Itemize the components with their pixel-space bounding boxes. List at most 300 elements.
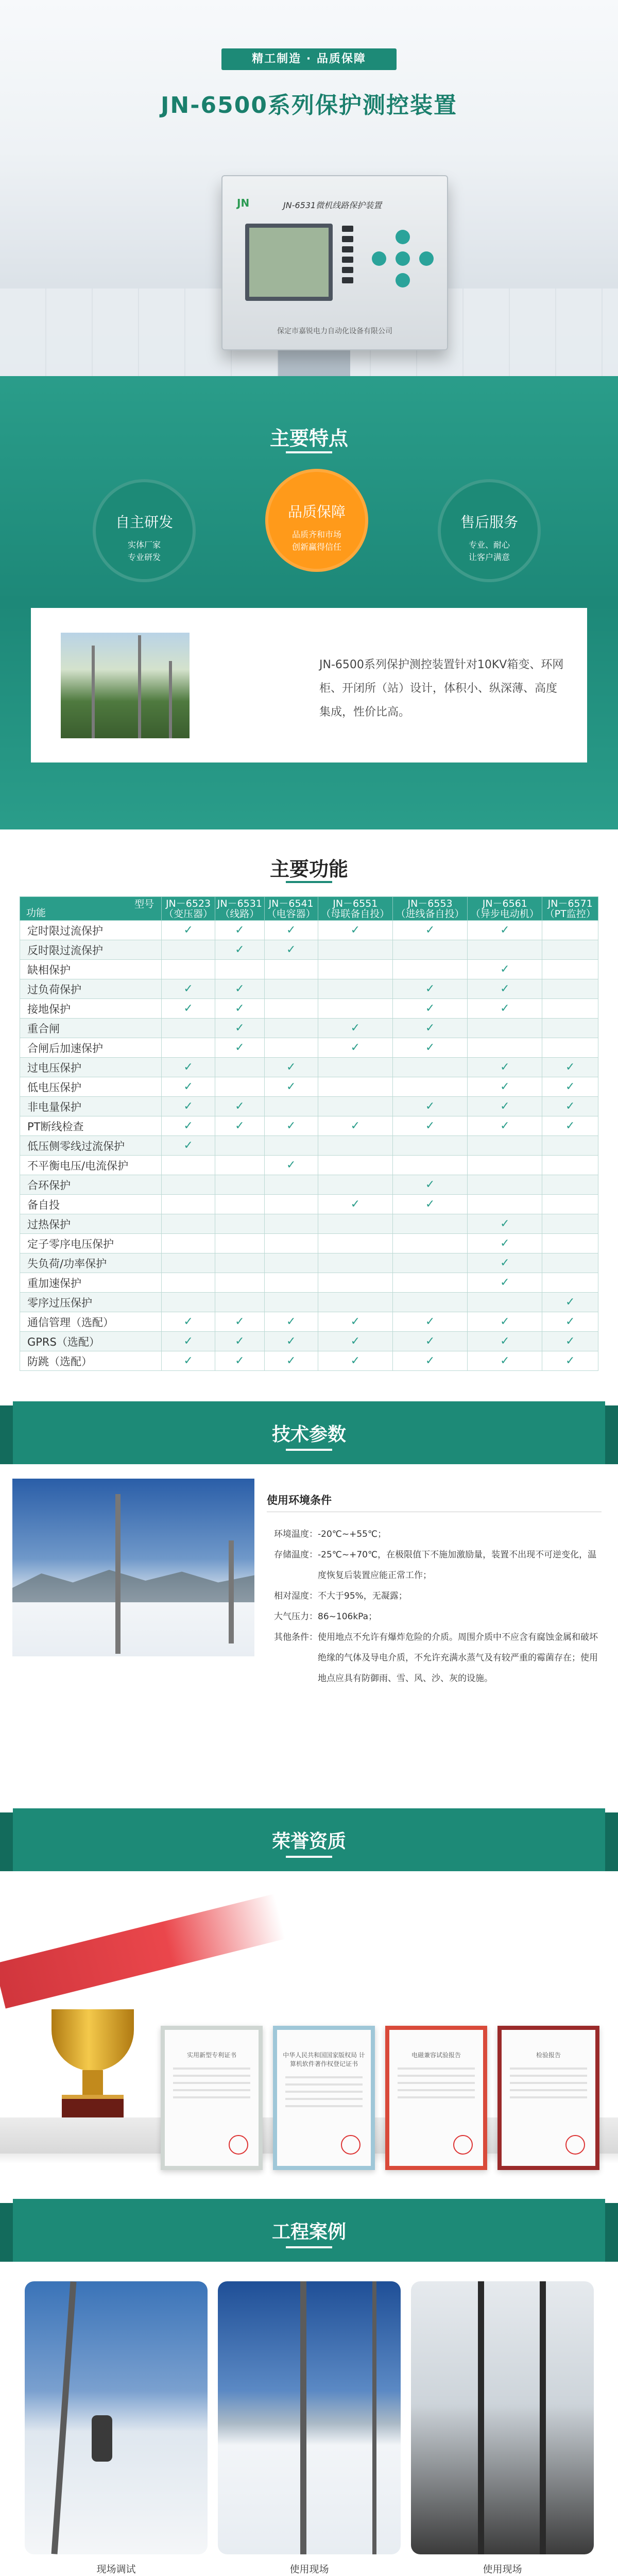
empty-cell <box>318 1253 392 1273</box>
banner-underline <box>286 1449 332 1451</box>
functions-title: 主要功能 <box>269 858 348 880</box>
check-icon: ✓ <box>468 1351 542 1371</box>
empty-cell <box>264 1019 318 1038</box>
trophy-icon <box>36 2009 149 2128</box>
table-row <box>20 1058 598 1077</box>
empty-cell <box>162 940 215 960</box>
check-icon: ✓ <box>318 1351 392 1371</box>
empty-cell <box>215 1214 265 1234</box>
table-corner-header <box>20 897 162 921</box>
function-name: 定子零序电压保护 <box>20 1234 162 1253</box>
empty-cell <box>215 1156 265 1175</box>
empty-cell <box>542 979 598 999</box>
param-row <box>274 1545 604 1586</box>
check-icon: ✓ <box>162 999 215 1019</box>
empty-cell <box>215 1058 265 1077</box>
check-icon: ✓ <box>468 1214 542 1234</box>
certificate-inspection-report <box>497 2026 599 2170</box>
check-icon: ✓ <box>162 921 215 940</box>
check-icon: ✓ <box>264 1351 318 1371</box>
check-icon: ✓ <box>264 921 318 940</box>
empty-cell <box>542 921 598 940</box>
functions-title-underline <box>286 881 332 883</box>
check-icon: ✓ <box>468 1332 542 1351</box>
function-name: 重加速保护 <box>20 1273 162 1293</box>
model-code: JN－6531 <box>217 897 262 909</box>
check-icon: ✓ <box>215 940 265 960</box>
function-name: 备自投 <box>20 1195 162 1214</box>
check-icon: ✓ <box>264 1116 318 1136</box>
model-code: JN－6571 <box>547 897 593 909</box>
check-icon: ✓ <box>392 1195 467 1214</box>
tech-params-subtitle: 使用环境条件 <box>267 1494 332 1506</box>
check-icon: ✓ <box>215 1312 265 1332</box>
feature-line-1: 实体厂家 <box>127 540 161 550</box>
function-name: 缺相保护 <box>20 960 162 979</box>
empty-cell <box>542 1253 598 1273</box>
function-name: 过电压保护 <box>20 1058 162 1077</box>
tech-photo-snow-pole <box>12 1479 254 1656</box>
check-icon: ✓ <box>468 1273 542 1293</box>
device-logo: JN <box>237 197 250 209</box>
function-name: 低压侧零线过流保护 <box>20 1136 162 1156</box>
device-keypad <box>372 230 434 292</box>
function-name: 防跳（选配） <box>20 1351 162 1371</box>
table-row <box>20 1351 598 1371</box>
check-icon: ✓ <box>468 1312 542 1332</box>
model-header-5 <box>468 897 542 921</box>
empty-cell <box>318 1273 392 1293</box>
seal-icon <box>341 2135 360 2155</box>
hero-section <box>0 0 618 376</box>
model-type: （变压器） <box>164 908 213 920</box>
honors-title: 荣誉资质 <box>271 1831 346 1852</box>
empty-cell <box>392 1273 467 1293</box>
check-icon: ✓ <box>542 1312 598 1332</box>
table-row <box>20 1293 598 1312</box>
check-icon: ✓ <box>392 1175 467 1195</box>
empty-cell <box>468 1136 542 1156</box>
check-icon: ✓ <box>215 1332 265 1351</box>
model-header-0 <box>162 897 215 921</box>
feature-line-1: 专业、耐心 <box>468 540 510 550</box>
empty-cell <box>264 1234 318 1253</box>
check-icon: ✓ <box>468 1253 542 1273</box>
model-type: （PT监控） <box>544 908 596 920</box>
cases-section <box>0 2199 618 2576</box>
empty-cell <box>162 1175 215 1195</box>
empty-cell <box>264 1253 318 1273</box>
param-label: 大气压力： <box>274 1612 318 1622</box>
functions-table-body <box>20 921 598 1371</box>
feature-description-text: JN-6500系列保护测控装置针对10KV箱变、环网柜、开闭所（站）设计，体积小、纵深薄、高度集成，性价比高。 <box>319 658 564 719</box>
empty-cell <box>542 1175 598 1195</box>
empty-cell <box>264 1136 318 1156</box>
check-icon: ✓ <box>264 1156 318 1175</box>
empty-cell <box>542 1156 598 1175</box>
case-caption: 现场调试 <box>96 2564 136 2575</box>
check-icon: ✓ <box>468 979 542 999</box>
param-value: 不大于95%，无凝露； <box>318 1591 407 1601</box>
empty-cell <box>392 1058 467 1077</box>
feature-line-2: 让客户满意 <box>468 552 510 562</box>
table-row <box>20 1019 598 1038</box>
table-row <box>20 1234 598 1253</box>
model-code: JN－6551 <box>333 897 378 909</box>
tech-params-section <box>0 1401 618 1824</box>
hero-title: JN-6500系列保护测控装置 <box>161 92 457 118</box>
device-name-label: JN-6531微机线路保护装置 <box>283 200 382 210</box>
check-icon: ✓ <box>392 1019 467 1038</box>
function-name: 过热保护 <box>20 1214 162 1234</box>
check-icon: ✓ <box>392 1351 467 1371</box>
table-row <box>20 1195 598 1214</box>
model-code: JN－6541 <box>268 897 314 909</box>
table-row <box>20 1116 598 1136</box>
case-photo-site-1 <box>218 2281 401 2554</box>
header-function-label: 功能 <box>26 907 46 919</box>
param-label: 环境温度： <box>274 1529 318 1539</box>
empty-cell <box>318 1058 392 1077</box>
empty-cell <box>215 960 265 979</box>
features-title: 主要特点 <box>269 427 348 450</box>
function-name: 低电压保护 <box>20 1077 162 1097</box>
empty-cell <box>318 1136 392 1156</box>
case-photo-site-2 <box>411 2281 594 2554</box>
param-row <box>274 1627 604 1689</box>
empty-cell <box>542 960 598 979</box>
check-icon: ✓ <box>318 921 392 940</box>
empty-cell <box>468 940 542 960</box>
function-name: 通信管理（选配） <box>20 1312 162 1332</box>
check-icon: ✓ <box>162 1332 215 1351</box>
feature-circle-rnd <box>93 479 196 582</box>
empty-cell <box>162 1253 215 1273</box>
model-header-3 <box>318 897 392 921</box>
red-ribbon-decoration <box>0 1894 285 2009</box>
empty-cell <box>264 1195 318 1214</box>
function-name: 合闸后加速保护 <box>20 1038 162 1058</box>
table-row <box>20 960 598 979</box>
function-name: 反时限过流保护 <box>20 940 162 960</box>
table-row <box>20 1273 598 1293</box>
check-icon: ✓ <box>215 1351 265 1371</box>
empty-cell <box>542 1038 598 1058</box>
empty-cell <box>392 1253 467 1273</box>
empty-cell <box>468 1195 542 1214</box>
empty-cell <box>318 1077 392 1097</box>
check-icon: ✓ <box>162 1312 215 1332</box>
feature-circle-quality <box>265 469 368 572</box>
table-row <box>20 1332 598 1351</box>
check-icon: ✓ <box>162 979 215 999</box>
check-icon: ✓ <box>542 1351 598 1371</box>
function-name: GPRS（选配） <box>20 1332 162 1351</box>
empty-cell <box>468 1175 542 1195</box>
param-value: 86~106kPa； <box>318 1612 377 1622</box>
check-icon: ✓ <box>215 999 265 1019</box>
check-icon: ✓ <box>468 1058 542 1077</box>
table-row <box>20 999 598 1019</box>
case-photo-commissioning <box>25 2281 208 2554</box>
tech-params-list <box>274 1524 604 1689</box>
table-row <box>20 921 598 940</box>
table-row <box>20 1077 598 1097</box>
check-icon: ✓ <box>215 1019 265 1038</box>
honors-section <box>0 1824 618 2199</box>
empty-cell <box>215 1195 265 1214</box>
banner-underline <box>286 1856 332 1858</box>
check-icon: ✓ <box>162 1077 215 1097</box>
check-icon: ✓ <box>264 940 318 960</box>
empty-cell <box>318 1234 392 1253</box>
empty-cell <box>318 999 392 1019</box>
check-icon: ✓ <box>392 1312 467 1332</box>
function-name: 非电量保护 <box>20 1097 162 1116</box>
check-icon: ✓ <box>542 1077 598 1097</box>
empty-cell <box>162 1195 215 1214</box>
check-icon: ✓ <box>162 1058 215 1077</box>
empty-cell <box>162 1293 215 1312</box>
empty-cell <box>215 1077 265 1097</box>
function-name: PT断线检查 <box>20 1116 162 1136</box>
seal-icon <box>453 2135 473 2155</box>
empty-cell <box>318 940 392 960</box>
check-icon: ✓ <box>264 1058 318 1077</box>
check-icon: ✓ <box>542 1293 598 1312</box>
empty-cell <box>468 1156 542 1175</box>
function-name: 合环保护 <box>20 1175 162 1195</box>
table-row <box>20 1175 598 1195</box>
function-name: 过负荷保护 <box>20 979 162 999</box>
model-code: JN－6561 <box>482 897 527 909</box>
check-icon: ✓ <box>318 1019 392 1038</box>
check-icon: ✓ <box>215 1097 265 1116</box>
check-icon: ✓ <box>468 1116 542 1136</box>
function-name: 重合闸 <box>20 1019 162 1038</box>
empty-cell <box>264 1038 318 1058</box>
table-row <box>20 1312 598 1332</box>
feature-circle-service <box>438 479 541 582</box>
empty-cell <box>264 1273 318 1293</box>
empty-cell <box>392 960 467 979</box>
empty-cell <box>392 1234 467 1253</box>
check-icon: ✓ <box>542 1116 598 1136</box>
check-icon: ✓ <box>318 1312 392 1332</box>
feature-line-1: 品质齐和市场 <box>291 530 341 539</box>
empty-cell <box>162 1019 215 1038</box>
param-value: -20℃~+55℃； <box>318 1529 387 1539</box>
param-row <box>274 1524 604 1545</box>
feature-line <box>96 539 193 564</box>
param-label: 存储温度： <box>274 1550 318 1560</box>
empty-cell <box>215 1175 265 1195</box>
table-row <box>20 1038 598 1058</box>
empty-cell <box>215 1136 265 1156</box>
empty-cell <box>542 1195 598 1214</box>
functions-section <box>0 829 618 1401</box>
tech-params-banner <box>0 1401 618 1463</box>
model-header-2 <box>264 897 318 921</box>
table-row <box>20 1136 598 1156</box>
empty-cell <box>162 1214 215 1234</box>
check-icon: ✓ <box>468 1234 542 1253</box>
function-name: 不平衡电压/电流保护 <box>20 1156 162 1175</box>
empty-cell <box>215 1273 265 1293</box>
function-name: 失负荷/功率保护 <box>20 1253 162 1273</box>
model-type: （异步电动机） <box>470 908 539 920</box>
empty-cell <box>318 1214 392 1234</box>
function-name: 接地保护 <box>20 999 162 1019</box>
empty-cell <box>162 1038 215 1058</box>
check-icon: ✓ <box>468 921 542 940</box>
empty-cell <box>542 1214 598 1234</box>
table-row <box>20 1214 598 1234</box>
param-label: 其他条件： <box>274 1632 318 1642</box>
functions-table <box>20 896 598 1371</box>
check-icon: ✓ <box>468 960 542 979</box>
table-row <box>20 1253 598 1273</box>
empty-cell <box>318 1175 392 1195</box>
param-row <box>274 1606 604 1627</box>
check-icon: ✓ <box>542 1097 598 1116</box>
device-led-column <box>342 226 357 287</box>
certificate-title: 检验报告 <box>536 2052 561 2059</box>
feature-line <box>268 529 365 553</box>
check-icon: ✓ <box>392 979 467 999</box>
device-maker-label: 保定市嘉锐电力自动化设备有限公司 <box>277 327 392 335</box>
empty-cell <box>542 1234 598 1253</box>
empty-cell <box>468 1019 542 1038</box>
check-icon: ✓ <box>162 1136 215 1156</box>
empty-cell <box>318 1293 392 1312</box>
empty-cell <box>215 1293 265 1312</box>
seal-icon <box>565 2135 585 2155</box>
table-row <box>20 979 598 999</box>
certificate-title: 中华人民共和国国家版权局 计算机软件著作权登记证书 <box>283 2052 365 2067</box>
features-title-underline <box>286 451 332 453</box>
header-model-label: 型号 <box>134 899 154 910</box>
param-row <box>274 1586 604 1606</box>
table-row <box>20 1156 598 1175</box>
empty-cell <box>215 1234 265 1253</box>
empty-cell <box>392 1077 467 1097</box>
empty-cell <box>542 1019 598 1038</box>
hero-badge: 精工制造 · 品质保障 <box>221 48 397 70</box>
model-code: JN－6553 <box>407 897 453 909</box>
feature-line-2: 专业研发 <box>127 552 161 562</box>
device-lcd-screen <box>245 224 333 301</box>
empty-cell <box>264 1175 318 1195</box>
check-icon: ✓ <box>215 1038 265 1058</box>
model-header-4 <box>392 897 467 921</box>
empty-cell <box>392 1293 467 1312</box>
check-icon: ✓ <box>215 979 265 999</box>
certificate-software <box>273 2026 375 2170</box>
check-icon: ✓ <box>264 1332 318 1351</box>
empty-cell <box>162 1234 215 1253</box>
cases-title: 工程案例 <box>271 2222 346 2243</box>
case-caption: 使用现场 <box>289 2564 329 2575</box>
empty-cell <box>162 1273 215 1293</box>
model-type: （电容器） <box>266 908 316 920</box>
check-icon: ✓ <box>318 1195 392 1214</box>
model-code: JN－6523 <box>165 897 211 909</box>
function-name: 定时限过流保护 <box>20 921 162 940</box>
empty-cell <box>264 1097 318 1116</box>
empty-cell <box>162 960 215 979</box>
empty-cell <box>264 960 318 979</box>
check-icon: ✓ <box>318 1038 392 1058</box>
seal-icon <box>229 2135 248 2155</box>
empty-cell <box>215 1253 265 1273</box>
param-value: -25℃~+70℃，在极限值下不施加激励量，装置不出现不可逆变化，温度恢复后装置应能正常工作； <box>318 1550 597 1581</box>
check-icon: ✓ <box>162 1116 215 1136</box>
certificate-title: 电磁兼容试验报告 <box>411 2052 461 2059</box>
check-icon: ✓ <box>162 1351 215 1371</box>
check-icon: ✓ <box>264 1077 318 1097</box>
check-icon: ✓ <box>318 1332 392 1351</box>
model-header-6 <box>542 897 598 921</box>
check-icon: ✓ <box>392 999 467 1019</box>
empty-cell <box>468 1038 542 1058</box>
model-type: （母联备自投） <box>321 908 390 920</box>
check-icon: ✓ <box>392 1116 467 1136</box>
functions-table-header <box>20 897 598 921</box>
empty-cell <box>542 940 598 960</box>
check-icon: ✓ <box>392 1332 467 1351</box>
empty-cell <box>392 1136 467 1156</box>
check-icon: ✓ <box>215 921 265 940</box>
check-icon: ✓ <box>318 1116 392 1136</box>
check-icon: ✓ <box>542 1058 598 1077</box>
check-icon: ✓ <box>215 1116 265 1136</box>
check-icon: ✓ <box>542 1332 598 1351</box>
param-value: 使用地点不允许有爆炸危险的介质。周围介质中不应含有腐蚀金属和破坏绝缘的气体及导电介质，不允许充满水蒸气及有较严重的霉菌存在；使用地点应具有防御雨、雪、风、沙、灰的设施。 <box>318 1632 598 1684</box>
feature-title: 自主研发 <box>115 514 173 531</box>
tech-params-title: 技术参数 <box>271 1424 346 1445</box>
feature-description-box <box>31 608 587 762</box>
table-row <box>20 1097 598 1116</box>
device-image <box>221 175 448 350</box>
certificate-emc-report <box>385 2026 487 2170</box>
check-icon: ✓ <box>468 1097 542 1116</box>
feature-photo-power-lines <box>61 633 190 738</box>
cases-banner <box>0 2199 618 2261</box>
empty-cell <box>318 979 392 999</box>
certificate-patent <box>161 2026 263 2170</box>
empty-cell <box>468 1293 542 1312</box>
empty-cell <box>264 1293 318 1312</box>
features-section <box>0 376 618 829</box>
model-type: （进线备自投） <box>396 908 465 920</box>
table-row <box>20 940 598 960</box>
empty-cell <box>542 1273 598 1293</box>
certificate-title: 实用新型专利证书 <box>186 2052 236 2059</box>
empty-cell <box>392 1214 467 1234</box>
feature-line-2: 创新赢得信任 <box>291 542 341 552</box>
empty-cell <box>318 960 392 979</box>
check-icon: ✓ <box>468 1077 542 1097</box>
banner-underline <box>286 2246 332 2248</box>
empty-cell <box>264 1214 318 1234</box>
check-icon: ✓ <box>264 1312 318 1332</box>
empty-cell <box>264 999 318 1019</box>
empty-cell <box>392 940 467 960</box>
feature-title: 售后服务 <box>460 514 518 531</box>
check-icon: ✓ <box>392 1097 467 1116</box>
empty-cell <box>264 979 318 999</box>
